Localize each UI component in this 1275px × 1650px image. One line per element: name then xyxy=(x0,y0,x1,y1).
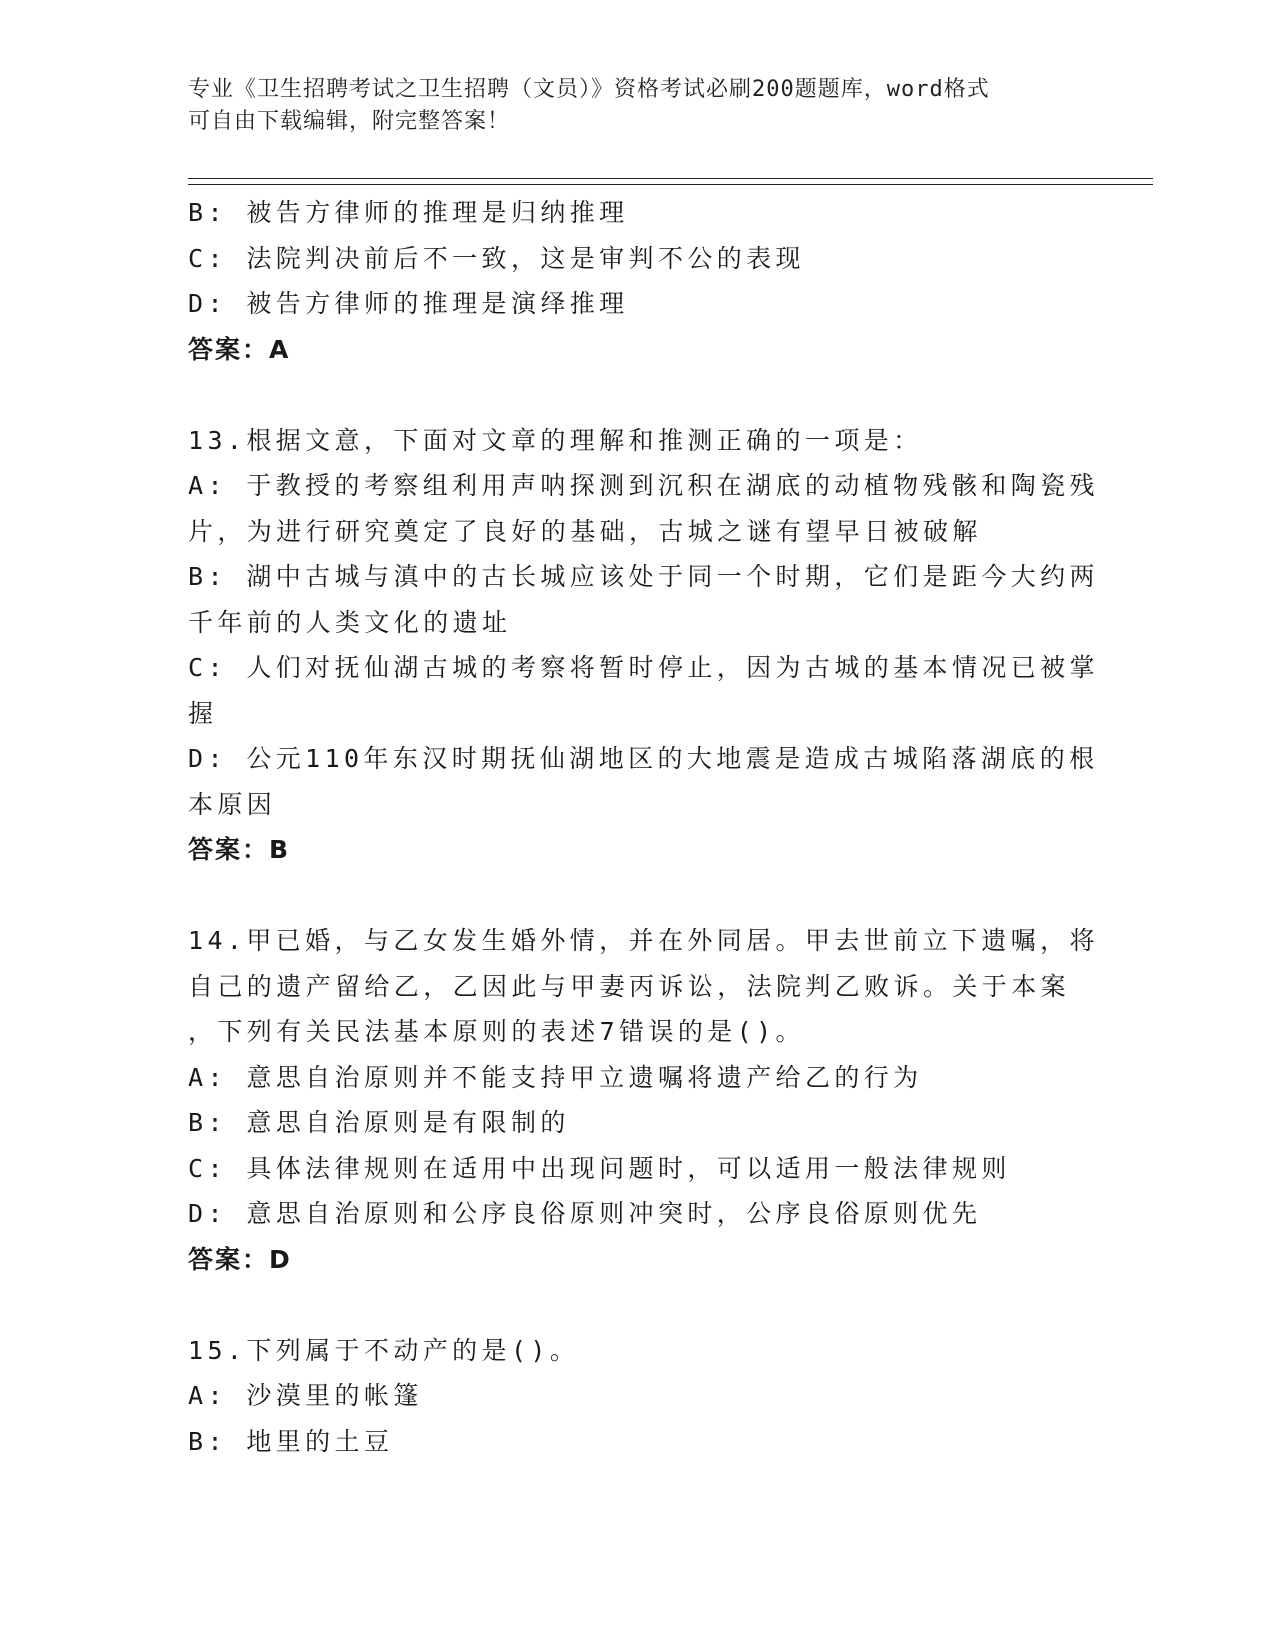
q13-option-d-line-1: D: 公元110年东汉时期抚仙湖地区的大地震是造成古城陷落湖底的根 xyxy=(188,744,1099,773)
q14-option-d: D: 意思自治原则和公序良俗原则冲突时，公序良俗原则优先 xyxy=(188,1199,982,1228)
header-divider-top xyxy=(188,178,1153,179)
q13-option-b-line-1: B: 湖中古城与滇中的古长城应该处于同一个时期，它们是距今大约两 xyxy=(188,562,1099,591)
q14-stem-line-1: 14.甲已婚，与乙女发生婚外情，并在外同居。甲去世前立下遗嘱，将 xyxy=(188,926,1099,955)
q14-option-c: C: 具体法律规则在适用中出现问题时，可以适用一般法律规则 xyxy=(188,1153,1011,1183)
q13-answer: 答案：B xyxy=(188,835,291,864)
q14-stem-line-2: 自己的遗产留给乙，乙因此与甲妻丙诉讼，法院判乙败诉。关于本案 xyxy=(188,971,1071,1001)
q14-option-b: B: 意思自治原则是有限制的 xyxy=(188,1108,570,1137)
header-title-line-2: 可自由下载编辑，附完整答案！ xyxy=(188,109,511,134)
q13-option-c-line-1: C: 人们对抚仙湖古城的考察将暂时停止，因为古城的基本情况已被掌 xyxy=(188,653,1099,682)
question-15-block xyxy=(188,1328,1088,1465)
q13-option-d-line-2: 本原因 xyxy=(188,789,277,819)
question-13-block xyxy=(188,418,1099,873)
q13-option-a-line-1: A: 于教授的考察组利用声呐探测到沉积在湖底的动植物残骸和陶瓷残 xyxy=(188,471,1099,500)
q12-option-d: D: 被告方律师的推理是演绎推理 xyxy=(188,289,629,318)
q14-stem-line-3: ，下列有关民法基本原则的表述7错误的是()。 xyxy=(188,1017,805,1046)
q13-stem: 13.根据文意，下面对文章的理解和推测正确的一项是： xyxy=(188,425,923,455)
spacer xyxy=(188,372,1088,418)
question-14-block xyxy=(188,918,1099,1282)
q13-option-a-line-2: 片，为进行研究奠定了良好的基础，古城之谜有望早日被破解 xyxy=(188,516,982,546)
header-title-line-1: 专业《卫生招聘考试之卫生招聘（文员）》资格考试必刷200题题库，word格式 xyxy=(188,77,990,102)
q15-option-b: B: 地里的土豆 xyxy=(188,1426,394,1456)
q15-stem: 15.下列属于不动产的是()。 xyxy=(188,1335,580,1365)
q13-option-c-line-2: 握 xyxy=(188,698,218,728)
q14-option-a: A: 意思自治原则并不能支持甲立遗嘱将遗产给乙的行为 xyxy=(188,1062,923,1092)
header-divider-bottom xyxy=(188,184,1153,185)
document-header xyxy=(188,74,1068,138)
question-content xyxy=(188,190,1099,1464)
q12-answer: 答案：A xyxy=(188,334,291,364)
q14-answer: 答案：D xyxy=(188,1244,292,1274)
q15-option-a: A: 沙漠里的帐篷 xyxy=(188,1381,423,1410)
q13-option-b-line-2: 千年前的人类文化的遗址 xyxy=(188,607,512,637)
q12-option-b: B: 被告方律师的推理是归纳推理 xyxy=(188,198,629,227)
spacer xyxy=(188,1282,1088,1328)
q12-option-c: C: 法院判决前后不一致，这是审判不公的表现 xyxy=(188,243,805,273)
question-12-block xyxy=(188,190,1088,372)
spacer xyxy=(188,873,1088,919)
